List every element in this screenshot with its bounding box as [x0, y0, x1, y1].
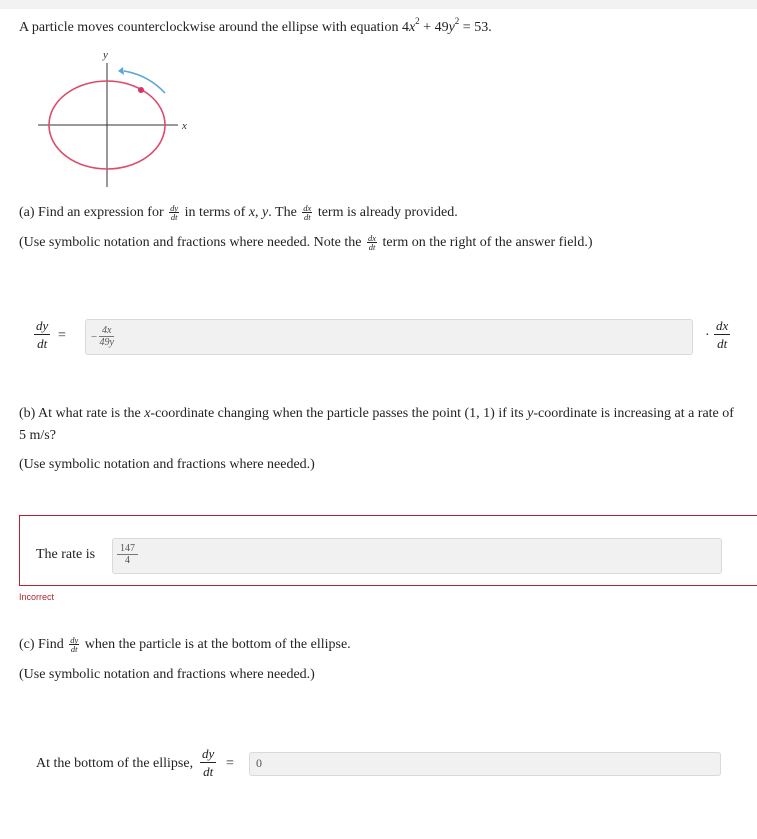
- part-a-q1-suffix: term is already provided.: [317, 205, 458, 220]
- frac-den: dt: [368, 242, 376, 253]
- part-b-answer-fraction: [117, 543, 138, 566]
- var-x: x: [144, 406, 151, 421]
- part-c-q1-suffix: when the particle is at the bottom of the ellipse.: [84, 637, 351, 652]
- lhs-den: dt: [203, 764, 214, 779]
- answer-num: 4x: [99, 325, 114, 337]
- lhs-den: dt: [37, 336, 48, 351]
- part-a-q2-suffix: term on the right of the answer field.): [382, 235, 593, 250]
- part-c-equals: =: [226, 756, 234, 771]
- part-a-q1-mid2: . The: [268, 205, 297, 220]
- part-c-lhs-fraction: [200, 746, 216, 779]
- comma: ,: [255, 205, 259, 220]
- part-c-instructions: (Use symbolic notation and fractions where needed.): [19, 667, 315, 682]
- part-c-question: [19, 636, 351, 654]
- x-axis-label: x: [182, 120, 187, 132]
- rhs-den: dt: [717, 336, 728, 351]
- part-b-instructions: (Use symbolic notation and fractions where needed.): [19, 457, 315, 472]
- part-b-line1-a: (b) At what rate is the: [19, 406, 141, 421]
- top-bar: [0, 0, 757, 9]
- part-a-q1-prefix: (a) Find an expression for: [19, 205, 164, 220]
- lhs-num: dy: [202, 746, 215, 761]
- part-c-label: At the bottom of the ellipse,: [36, 756, 194, 771]
- var-x: x: [248, 205, 256, 220]
- part-a-q1-mid: in terms of: [184, 205, 246, 220]
- part-a-answer-field[interactable]: [85, 319, 693, 355]
- part-b-question-line-1: [19, 405, 734, 423]
- part-b-label: The rate is: [36, 547, 96, 562]
- answer-den: 49y: [99, 337, 114, 348]
- frac-den: dt: [303, 212, 311, 223]
- intro-suffix: = 53.: [459, 20, 492, 35]
- rhs-num: dx: [716, 318, 729, 333]
- part-a-lhs-fraction: [34, 318, 50, 351]
- dx-dt-inline-fraction: [302, 204, 312, 221]
- part-b-line1-b: -coordinate changing when the particle passes the point (1, 1) if its: [150, 406, 524, 421]
- part-a-answer-fraction: [99, 325, 114, 348]
- frac-num: dy: [170, 203, 179, 214]
- part-a-equals: =: [58, 328, 66, 343]
- lhs-num: dy: [36, 318, 49, 333]
- part-a-q2-prefix: (Use symbolic notation and fractions where needed. Note the: [19, 235, 362, 250]
- dy-dt-inline-fraction-c: [69, 636, 79, 653]
- answer-den: 4: [125, 555, 130, 566]
- part-b-question-line-2: 5 m/s?: [19, 428, 56, 443]
- part-c-q1-prefix: (c) Find: [19, 637, 64, 652]
- answer-num: 147: [117, 543, 138, 555]
- part-a-instructions: [19, 234, 592, 252]
- part-b-answer-field[interactable]: [112, 538, 722, 574]
- part-b-line1-c: -coordinate is increasing at a rate of: [533, 406, 734, 421]
- part-c-answer-value: 0: [256, 756, 262, 770]
- frac-den: dt: [170, 212, 178, 223]
- intro-exponent-1: 2: [415, 16, 420, 27]
- var-y: y: [262, 205, 269, 220]
- intro-exponent-2: 2: [454, 16, 460, 27]
- dx-dt-inline-fraction-2: [367, 234, 377, 251]
- intro-var-y: y: [448, 20, 455, 35]
- incorrect-status: Incorrect: [19, 592, 55, 602]
- problem-statement: [19, 16, 492, 37]
- frac-num: dx: [303, 203, 312, 214]
- frac-den: dt: [70, 644, 78, 655]
- ellipse-figure: [30, 45, 200, 195]
- frac-num: dy: [70, 635, 79, 646]
- frac-num: dx: [368, 233, 377, 244]
- y-axis-label: y: [103, 49, 108, 61]
- answer-minus-sign: −: [91, 331, 98, 343]
- intro-var-x: x: [408, 20, 416, 35]
- intro-mid: + 49: [419, 20, 449, 35]
- dy-dt-inline-fraction: [169, 204, 179, 221]
- arrow-head: [118, 67, 124, 75]
- part-b-answer-box: [19, 515, 757, 586]
- part-a-rhs-fraction: [714, 318, 730, 351]
- direction-arrow: [124, 71, 165, 93]
- intro-prefix: A particle moves counterclockwise around the ellipse with equation 4: [19, 20, 409, 35]
- particle-point: [138, 87, 144, 93]
- part-a-question: [19, 204, 458, 222]
- part-a-dot: ·: [705, 328, 710, 343]
- var-y: y: [527, 406, 534, 421]
- part-c-answer-field[interactable]: [249, 752, 721, 776]
